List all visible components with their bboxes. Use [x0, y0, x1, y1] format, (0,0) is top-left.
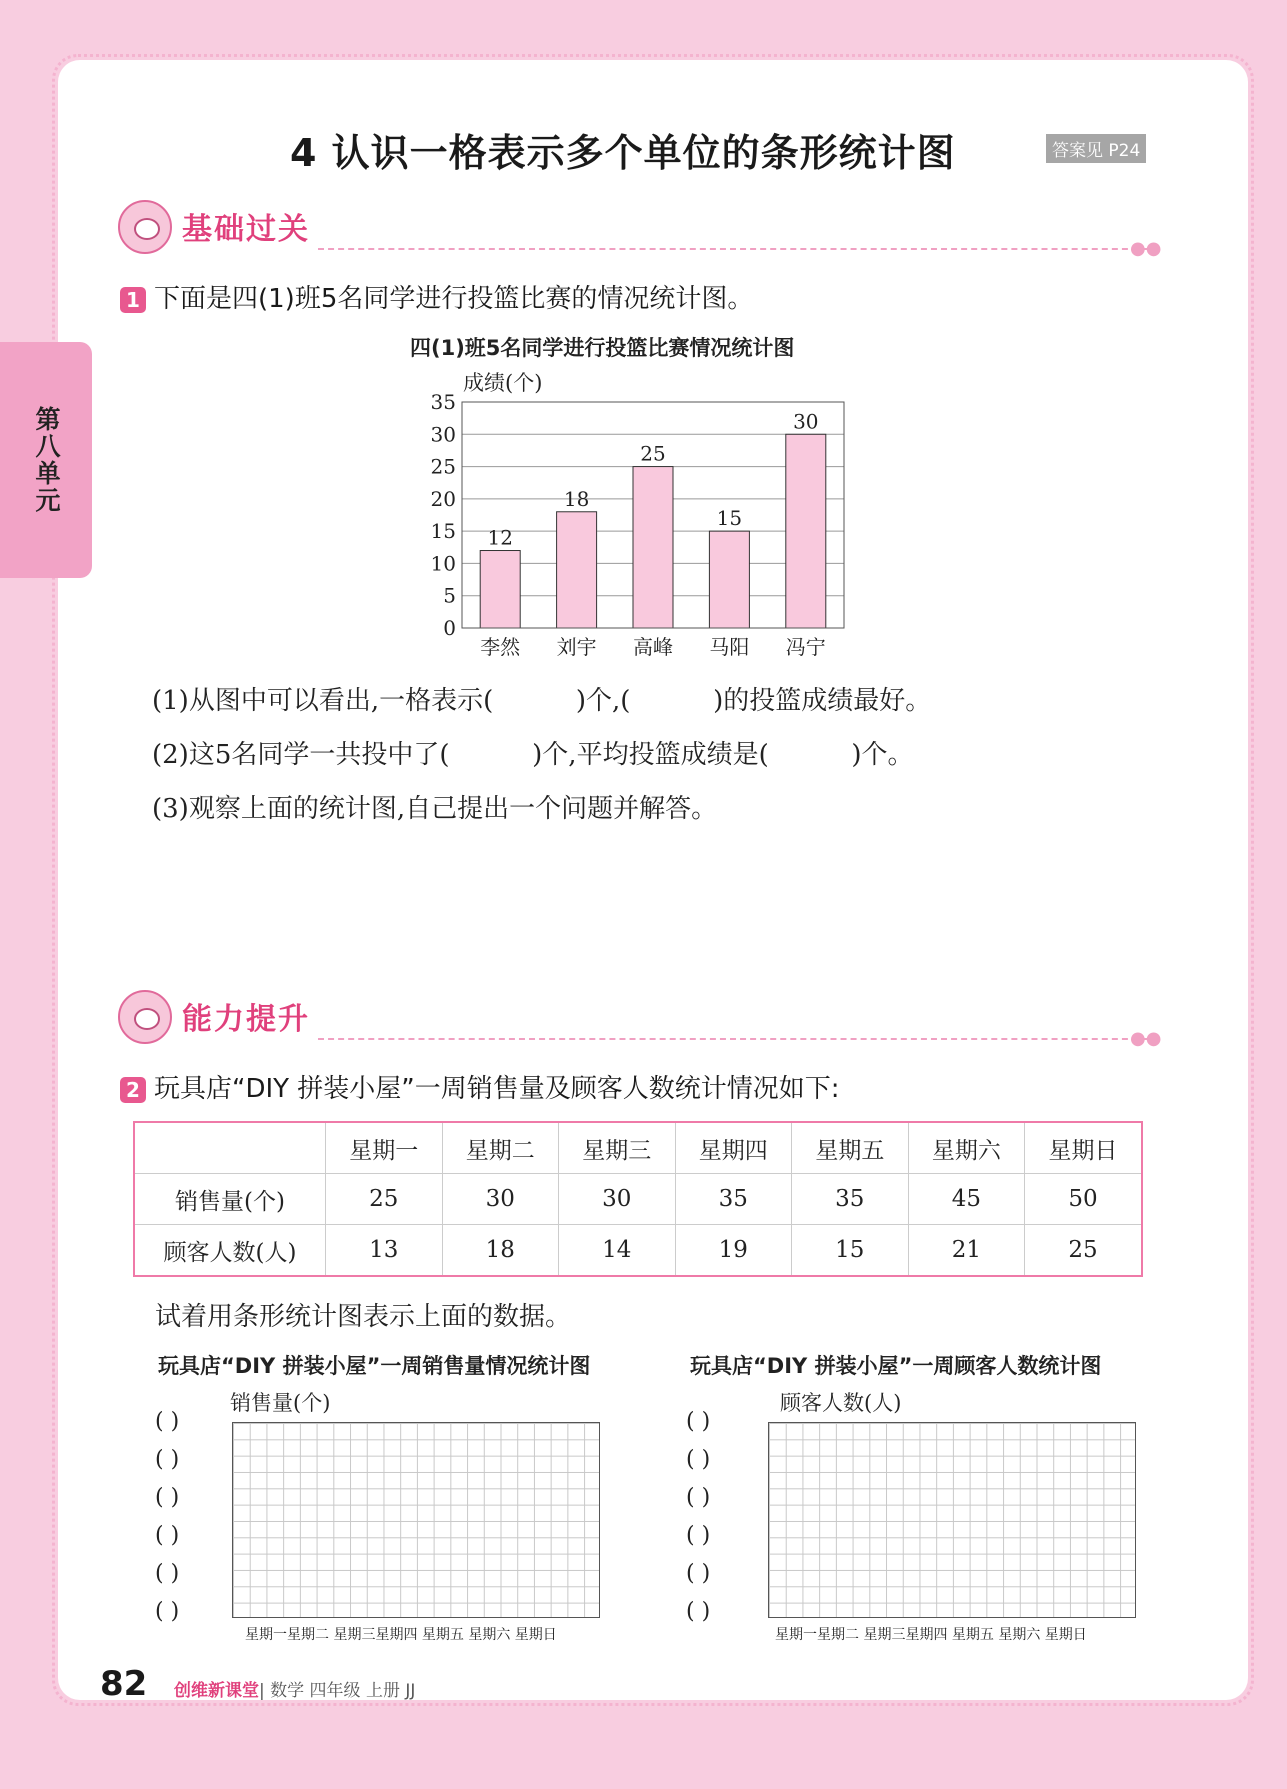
question-number-badge: 1	[120, 287, 146, 313]
table-header-cell: 星期日	[1025, 1122, 1142, 1174]
page-number: 82	[100, 1664, 148, 1704]
y-tick-label: 15	[430, 519, 456, 544]
blank-tick-slot[interactable]: ( )	[155, 1599, 180, 1624]
bar-value-label: 30	[793, 409, 819, 434]
blank-tick-slot[interactable]: ( )	[686, 1523, 711, 1548]
blank-tick-slot[interactable]: ( )	[686, 1599, 711, 1624]
table-cell: 25	[326, 1174, 443, 1225]
x-tick-label: 高峰	[633, 635, 673, 659]
blank-tick-slot[interactable]: ( )	[155, 1409, 180, 1434]
blank-grid-1[interactable]	[232, 1422, 600, 1618]
y-axis-label: 成绩(个)	[463, 371, 543, 395]
blank-tick-slot[interactable]: ( )	[155, 1485, 180, 1510]
bar-value-label: 15	[716, 506, 743, 531]
table-cell: 18	[442, 1225, 559, 1277]
bar-value-label: 12	[487, 525, 513, 550]
table-row	[134, 1174, 1142, 1225]
grid-1-title: 玩具店“DIY 拼装小屋”一周销售量情况统计图	[158, 1354, 591, 1378]
section-header-advanced	[118, 990, 1162, 1050]
section-title: 基础过关	[182, 212, 310, 247]
x-tick-label: 马阳	[709, 635, 750, 659]
table-cell: 19	[675, 1225, 792, 1277]
cartoon-face-icon	[118, 990, 172, 1044]
x-tick-label: 刘宇	[556, 635, 597, 659]
bar-value-label: 18	[563, 486, 590, 511]
grid-1-y-label: 销售量(个)	[230, 1391, 331, 1415]
bar	[786, 434, 826, 628]
table-cell: 21	[908, 1225, 1025, 1277]
table-cell: 14	[559, 1225, 676, 1277]
bar	[480, 551, 520, 628]
x-tick-label: 冯宁	[785, 635, 826, 659]
y-tick-label: 5	[443, 583, 456, 608]
table-row	[134, 1225, 1142, 1277]
dots-decoration-icon: ●●	[1130, 238, 1162, 259]
table-row-header: 销售量(个)	[134, 1174, 326, 1225]
footer-details: | 数学 四年级 上册 JJ	[259, 1681, 416, 1701]
bar-value-label: 25	[640, 441, 666, 466]
instruction-text: 试着用条形统计图表示上面的数据。	[155, 1302, 572, 1332]
answer-reference-badge: 答案见 P24	[1046, 134, 1146, 163]
grid-2-x-labels: 星期一星期二 星期三星期四 星期五 星期六 星期日	[775, 1627, 1087, 1643]
footer-brand: 创维新课堂	[174, 1681, 259, 1701]
y-tick-labels	[431, 390, 456, 640]
section-header-basic	[118, 200, 1162, 260]
table-cell: 50	[1025, 1174, 1142, 1225]
y-tick-label: 30	[430, 422, 456, 447]
unit-side-tab	[0, 342, 92, 578]
blank-tick-slot[interactable]: ( )	[686, 1561, 711, 1586]
footer-book-info	[174, 1676, 415, 1701]
y-tick-label: 35	[430, 390, 456, 414]
cartoon-face-icon	[118, 200, 172, 254]
table-row-header: 顾客人数(人)	[134, 1225, 326, 1277]
x-tick-label: 李然	[480, 635, 521, 659]
question-1	[120, 278, 753, 315]
table-cell: 35	[675, 1174, 792, 1225]
table-header-cell: 星期四	[675, 1122, 792, 1174]
blank-tick-slot[interactable]: ( )	[686, 1409, 711, 1434]
table-cell: 30	[559, 1174, 676, 1225]
dashed-divider	[318, 248, 1148, 250]
blank-tick-slot[interactable]: ( )	[155, 1447, 180, 1472]
chart-title: 四(1)班5名同学进行投篮比赛情况统计图	[410, 336, 795, 360]
blank-tick-slot[interactable]: ( )	[686, 1485, 711, 1510]
blank-tick-slot[interactable]: ( )	[155, 1561, 180, 1586]
table-cell: 35	[792, 1174, 909, 1225]
y-tick-label: 0	[443, 616, 456, 640]
table-header-cell: 星期一	[326, 1122, 443, 1174]
table-cell: 45	[908, 1174, 1025, 1225]
sub-question-3: (3)观察上面的统计图,自己提出一个问题并解答。	[152, 794, 718, 824]
sub-question-1: (1)从图中可以看出,一格表示( )个,( )的投篮成绩最好。	[152, 686, 932, 716]
table-cell: 15	[792, 1225, 909, 1277]
sales-data-table	[133, 1121, 1143, 1277]
grid-2-title: 玩具店“DIY 拼装小屋”一周顾客人数统计图	[690, 1354, 1102, 1378]
table-cell: 13	[326, 1225, 443, 1277]
question-number-badge: 2	[120, 1077, 146, 1103]
page-title: 4 认识一格表示多个单位的条形统计图	[290, 131, 956, 175]
bar	[557, 512, 597, 628]
table-header-cell: 星期五	[792, 1122, 909, 1174]
table-cell: 30	[442, 1174, 559, 1225]
question-2	[120, 1068, 840, 1105]
table-header-row	[134, 1122, 1142, 1174]
section-title: 能力提升	[182, 1002, 310, 1037]
table-header-cell: 星期二	[442, 1122, 559, 1174]
question-2-text: 玩具店“DIY 拼装小屋”一周销售量及顾客人数统计情况如下:	[154, 1074, 840, 1104]
dashed-divider	[318, 1038, 1148, 1040]
basketball-bar-chart	[400, 360, 860, 665]
y-tick-label: 10	[430, 551, 456, 576]
table-cell: 25	[1025, 1225, 1142, 1277]
question-1-text: 下面是四(1)班5名同学进行投篮比赛的情况统计图。	[154, 284, 754, 314]
table-corner-cell	[134, 1122, 326, 1174]
y-tick-label: 20	[430, 486, 456, 511]
grid-1-x-labels: 星期一星期二 星期三星期四 星期五 星期六 星期日	[245, 1627, 557, 1643]
bar	[633, 467, 673, 628]
blank-tick-slot[interactable]: ( )	[155, 1523, 180, 1548]
bar	[709, 531, 749, 628]
blank-tick-slot[interactable]: ( )	[686, 1447, 711, 1472]
table-header-cell: 星期三	[559, 1122, 676, 1174]
grid-2-y-label: 顾客人数(人)	[780, 1391, 902, 1415]
blank-grid-2[interactable]	[768, 1422, 1136, 1618]
dots-decoration-icon: ●●	[1130, 1028, 1162, 1049]
unit-label: 第八单元	[32, 406, 61, 514]
y-tick-label: 25	[430, 454, 456, 479]
sub-question-2: (2)这5名同学一共投中了( )个,平均投篮成绩是( )个。	[152, 740, 914, 770]
table-header-cell: 星期六	[908, 1122, 1025, 1174]
x-tick-labels	[480, 635, 826, 659]
